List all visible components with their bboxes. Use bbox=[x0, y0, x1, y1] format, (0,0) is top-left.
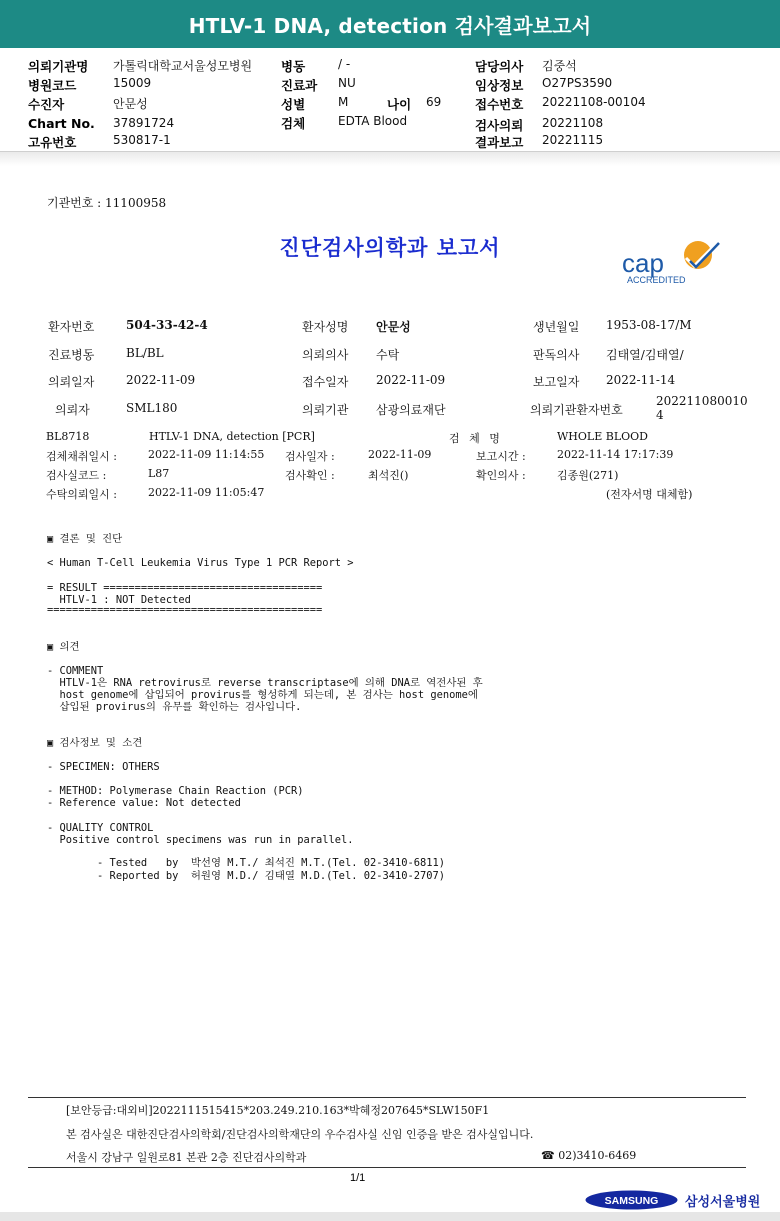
footer-divider bbox=[28, 1167, 746, 1168]
test-row-value: 김종원(271) bbox=[557, 469, 619, 482]
institution-number: 기관번호 : 11100958 bbox=[47, 196, 167, 210]
result-line: ============================================ bbox=[47, 604, 323, 616]
cap-accredited-logo bbox=[620, 238, 725, 286]
test-row-label: 검사실코드 : bbox=[46, 469, 107, 482]
certification-line: 본 검사실은 대한진단검사의학회/진단검사의학재단의 우수검사실 신임 인증을 받은 검사실입니다. bbox=[66, 1128, 534, 1141]
test-row-label: 검체채취일시 : bbox=[46, 450, 117, 463]
result-line: = RESULT =================================== bbox=[47, 582, 323, 594]
patient-value: BL/BL bbox=[126, 346, 164, 360]
header-value: NU bbox=[338, 76, 356, 90]
header-label: Chart No. bbox=[28, 116, 95, 131]
test-row-label: 수탁의뢰일시 : bbox=[46, 488, 117, 501]
header-label: 병원코드 bbox=[28, 78, 77, 93]
comment-text: HTLV-1은 RNA retrovirus로 reverse transcriptase에 의해 DNA로 역전사된 후 bbox=[47, 677, 483, 689]
bottom-bar bbox=[0, 1212, 780, 1221]
patient-label: 환자성명 bbox=[302, 320, 349, 334]
report-title: 진단검사의학과 보고서 bbox=[279, 235, 501, 260]
test-row-value: 2022-11-09 11:05:47 bbox=[148, 486, 265, 499]
test-code: BL8718 bbox=[46, 430, 90, 443]
header-value: 김중석 bbox=[542, 59, 577, 73]
method-line: - METHOD: Polymerase Chain Reaction (PCR) bbox=[47, 785, 304, 797]
test-row-value: 2022-11-09 11:14:55 bbox=[148, 448, 265, 461]
header-value: O27PS3590 bbox=[542, 76, 613, 90]
samsung-logo bbox=[585, 1190, 678, 1210]
footer-divider bbox=[28, 1097, 746, 1098]
security-line: [보안등급:대외비]2022111515415*203.249.210.163*박혜정207645*SLW150F1 bbox=[66, 1104, 490, 1117]
header-label: 임상정보 bbox=[475, 78, 524, 93]
header-label: 의뢰기관명 bbox=[28, 59, 89, 74]
header-value: 69 bbox=[426, 95, 442, 109]
test-row-label: 검사일자 : bbox=[285, 450, 335, 463]
title-bar bbox=[0, 0, 780, 48]
patient-value: 안문성 bbox=[376, 320, 411, 334]
header-shadow bbox=[0, 152, 780, 166]
patient-value: 2022-11-09 bbox=[376, 373, 446, 387]
test-name: HTLV-1 DNA, detection [PCR] bbox=[149, 430, 315, 443]
address-line: 서울시 강남구 일원로81 본관 2층 진단검사의학과 bbox=[66, 1151, 307, 1164]
patient-label: 보고일자 bbox=[533, 375, 580, 389]
patient-label: 의뢰기관환자번호 bbox=[530, 403, 623, 417]
report-name: < Human T-Cell Leukemia Virus Type 1 PCR Report > bbox=[47, 557, 354, 569]
hospital-name: 삼성서울병원 bbox=[685, 1195, 761, 1210]
test-row-label: 확인의사 : bbox=[476, 469, 526, 482]
patient-value: SML180 bbox=[126, 401, 178, 415]
header-value: 20221108 bbox=[542, 116, 604, 130]
patient-label: 의뢰의사 bbox=[302, 348, 349, 362]
patient-value: 1953-08-17/M bbox=[606, 318, 692, 332]
test-row-value: L87 bbox=[148, 467, 170, 480]
patient-value: 수탁 bbox=[376, 348, 400, 362]
test-row-value: 2022-11-14 17:17:39 bbox=[557, 448, 674, 461]
patient-value: 김태열/김태열/ bbox=[606, 348, 684, 362]
patient-value: 2022-11-14 bbox=[606, 373, 676, 387]
samsung-logo-text: SAMSUNG bbox=[604, 1195, 659, 1207]
header-value: 530817-1 bbox=[113, 133, 171, 147]
test-row-label: 보고시간 : bbox=[476, 450, 526, 463]
header-label: 나이 bbox=[387, 97, 412, 112]
patient-label: 의뢰자 bbox=[55, 403, 90, 417]
specimen-line: - SPECIMEN: OTHERS bbox=[47, 761, 160, 773]
patient-value: 202211080010 bbox=[656, 394, 748, 408]
header-label: 병동 bbox=[281, 59, 306, 74]
test-row-value: 최석진() bbox=[368, 469, 409, 482]
result-line: HTLV-1 : NOT Detected bbox=[47, 594, 191, 606]
tested-by: - Tested by 박선영 M.T./ 최석진 M.T.(Tel. 02-3410-6811) bbox=[47, 857, 446, 869]
header-value: M bbox=[338, 95, 349, 109]
header-value: 안문성 bbox=[113, 97, 148, 111]
cap-logo-text: cap bbox=[622, 248, 664, 278]
patient-label: 진료병동 bbox=[48, 348, 95, 362]
reference-line: - Reference value: Not detected bbox=[47, 797, 241, 809]
comment-text: host genome에 삽입되어 provirus를 형성하게 되는데, 본 검사는 host genome에 bbox=[47, 689, 478, 701]
specimen-label: 검 체 명 bbox=[449, 432, 500, 445]
patient-label: 의뢰기관 bbox=[302, 403, 349, 417]
specimen-value: WHOLE BLOOD bbox=[557, 430, 648, 443]
test-row-value: 2022-11-09 bbox=[368, 448, 432, 461]
header-label: 성별 bbox=[281, 97, 306, 112]
patient-value: 삼광의료재단 bbox=[376, 403, 446, 417]
cap-logo-subtext: ACCREDITED bbox=[627, 275, 686, 285]
header-label: 고유번호 bbox=[28, 135, 77, 150]
patient-label: 의뢰일자 bbox=[48, 375, 95, 389]
header-label: 접수번호 bbox=[475, 97, 524, 112]
info-heading: ▣ 검사정보 및 소견 bbox=[47, 737, 143, 749]
cap-logo-icon bbox=[620, 238, 725, 286]
header-value: / - bbox=[338, 57, 351, 71]
opinion-heading: ▣ 의견 bbox=[47, 641, 80, 653]
header-label: 수진자 bbox=[28, 97, 65, 112]
header-value: 20221108-00104 bbox=[542, 95, 646, 109]
header-label: 진료과 bbox=[281, 78, 318, 93]
phone-line: ☎ 02)3410-6469 bbox=[541, 1149, 637, 1162]
comment-text: 삽입된 provirus의 유무를 확인하는 검사입니다. bbox=[47, 701, 302, 713]
header-label: 검체 bbox=[281, 116, 306, 131]
page-number: 1/1 bbox=[350, 1172, 366, 1184]
comment-label: - COMMENT bbox=[47, 665, 104, 677]
signature-note: (전자서명 대체함) bbox=[606, 488, 693, 501]
qc-text: Positive control specimens was run in parallel. bbox=[47, 834, 354, 846]
test-row-label: 검사확인 : bbox=[285, 469, 335, 482]
header-value: 가톨릭대학교서울성모병원 bbox=[113, 59, 253, 73]
header-label: 검사의뢰 bbox=[475, 118, 524, 133]
conclusion-heading: ▣ 결론 및 진단 bbox=[47, 533, 123, 545]
header-value: EDTA Blood bbox=[338, 114, 408, 128]
patient-label: 환자번호 bbox=[48, 320, 95, 334]
header-value: 15009 bbox=[113, 76, 152, 90]
patient-value: 4 bbox=[656, 408, 664, 422]
patient-label: 접수일자 bbox=[302, 375, 349, 389]
header-label: 담당의사 bbox=[475, 59, 524, 74]
document-title: HTLV-1 DNA, detection 검사결과보고서 bbox=[188, 14, 592, 38]
patient-value: 2022-11-09 bbox=[126, 373, 196, 387]
qc-label: - QUALITY CONTROL bbox=[47, 822, 154, 834]
header-value: 20221115 bbox=[542, 133, 604, 147]
header-label: 결과보고 bbox=[475, 135, 524, 150]
patient-label: 생년월일 bbox=[533, 320, 580, 334]
header-value: 37891724 bbox=[113, 116, 175, 130]
patient-value: 504-33-42-4 bbox=[126, 318, 208, 332]
reported-by: - Reported by 허원영 M.D./ 김태열 M.D.(Tel. 02-3410-2707) bbox=[47, 870, 446, 882]
patient-label: 판독의사 bbox=[533, 348, 580, 362]
samsung-logo-icon bbox=[585, 1190, 678, 1210]
